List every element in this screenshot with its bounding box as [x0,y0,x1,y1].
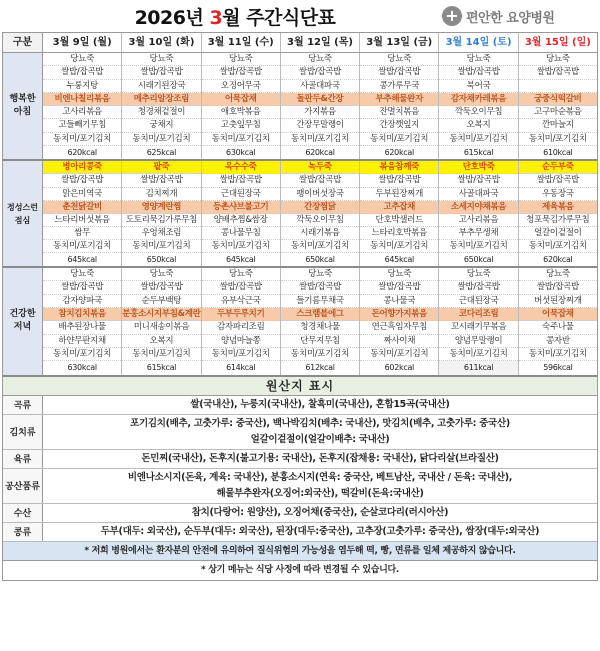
porridge-item: 당뇨죽 [281,268,359,281]
porridge-item: 당뇨죽 [439,53,517,66]
origin-text: 쌀(국내산), 누룽지(국내산), 찰흑미(국내산), 혼합15곡(국내산) [190,398,450,410]
day-header: 3월 9일 (월) [43,33,122,52]
dinner-day-column [43,268,122,374]
calories: 620kcal [543,255,573,265]
porridge-item: 당뇨죽 [122,53,200,66]
menu-item: 우엉채조림 [122,227,200,240]
group-header: 구분 [3,33,43,52]
menu-item: 얼갈이겉절이 [519,227,597,240]
origin-label: 김치류 [3,415,43,449]
menu-item: 사골대파국 [281,80,359,93]
menu-item: 쌀밥/잡곡밥 [122,281,200,294]
breakfast-day-column [360,53,439,159]
menu-item: 깍둑오이무침 [439,106,517,119]
day-header: 3월 12일 (목) [281,33,360,52]
menu-item: 동치미/포기김치 [281,240,359,253]
menu-item: 들기름무채국 [281,295,359,308]
origin-title: 원산지 표시 [3,377,597,396]
menu-item: 하얀무판지채 [43,335,121,348]
dinner-section [3,268,597,376]
calories: 645kcal [226,255,256,265]
menu-item: 청경채나물 [281,321,359,334]
calories: 602kcal [384,363,414,373]
main-dish: 돌판두&간장 [281,93,359,106]
menu-item: 감자파리조림 [202,321,280,334]
menu-item: 쌀밥/잡곡밥 [281,66,359,79]
menu-item: 꼬시래기무볶음 [439,321,517,334]
menu-item: 쌀밥/잡곡밥 [43,174,121,187]
origin-label: 공산품류 [3,469,43,503]
calories: 612kcal [305,363,335,373]
main-dish: 제육볶음 [519,201,597,214]
menu-item: 고춧잎무침 [202,119,280,132]
origin-rows [3,396,597,542]
calories: 596kcal [543,363,573,373]
breakfast-day-column [439,53,518,159]
main-dish: 코다리조림 [439,308,517,321]
calories: 620kcal [305,148,335,158]
menu-item: 동치미/포기김치 [202,133,280,146]
dinner-day-column [281,268,360,374]
dinner-day-column [519,268,597,374]
menu-item: 동치미/포기김치 [439,240,517,253]
menu-item: 사골대파국 [439,188,517,201]
menu-item: 맑은미역국 [43,188,121,201]
menu-item: 쌀밥/잡곡밥 [360,174,438,187]
menu-item: 동치미/포기김치 [281,348,359,361]
menu-item: 쌀밥/잡곡밥 [360,281,438,294]
menu-item: 우동장국 [519,188,597,201]
breakfast-days [43,53,597,159]
menu-item: 오징어무국 [202,80,280,93]
calories: 650kcal [305,255,335,265]
origin-text: 참치(다랑어: 원양산), 오징어채(중국산), 순살코다리(러시아산) [191,506,449,518]
menu-item: 양배추찜&쌈장 [202,214,280,227]
menu-item: 동치미/포기김치 [360,133,438,146]
menu-item: 미니새송이볶음 [122,321,200,334]
lunch-day-column [122,161,201,266]
menu-item: 쌀밥/잡곡밥 [202,66,280,79]
calories: 610kcal [543,148,573,158]
menu-item: 짜사이채 [360,335,438,348]
menu-item: 동치미/포기김치 [281,133,359,146]
menu-item: 콩나물국 [360,295,438,308]
menu-item: 쌀밥/잡곡밥 [439,66,517,79]
main-dish: 어묵잡채 [519,308,597,321]
dinner-label [3,268,43,374]
main-dish: 궁중식떡갈비 [519,93,597,106]
calories: 620kcal [67,148,97,158]
porridge-item: 당뇨죽 [281,53,359,66]
menu-item: 동치미/포기김치 [43,133,121,146]
porridge-item: 당뇨죽 [43,268,121,281]
menu-item: 양념마늘쫑 [202,335,280,348]
menu-item: 고사리볶음 [439,214,517,227]
calories: 650kcal [463,255,494,265]
menu-item: 느타리버섯볶음 [43,214,121,227]
menu-item: 배추된장나물 [43,321,121,334]
origin-text: 두부(대두: 외국산), 순두부(대두: 외국산), 된장(대두:중국산), 고추장(고춧가루: 중국산), 쌈장(대두:외국산) [100,525,540,537]
menu-item: 쌀밥/잡곡밥 [281,281,359,294]
main-dish: 부추해물완자 [360,93,438,106]
breakfast-label [3,53,43,159]
origin-row [3,469,597,504]
menu-item: 동치미/포기김치 [519,348,597,361]
calories: 611kcal [439,361,517,374]
change-notice: * 상기 메뉴는 식당 사정에 따라 변경될 수 있습니다. [3,561,597,580]
dinner-day-column [202,268,281,374]
menu-item: 고들빼기무침 [43,119,121,132]
menu-item: 깍둑오이무침 [281,214,359,227]
title-month: 3 [209,7,223,29]
main-dish: 메추리알장조림 [122,93,200,106]
menu-item: 동치미/포기김치 [519,240,597,253]
menu-item: 쌀밥/잡곡밥 [202,174,280,187]
main-dish: 춘천닭갈비 [43,201,121,214]
menu-item: 동치미/포기김치 [43,240,121,253]
menu-item: 동치미/포기김치 [202,348,280,361]
origin-text: 포기김치(배추, 고춧가루: 중국산), 백나박김치(배추: 국내산), 맛김치(배추, 고춧가루: 중국산) 얼갈이겉절이(얼갈이배추: 국내산) [130,417,510,445]
dinner-day-column [360,268,439,374]
lunch-section [3,161,597,268]
breakfast-day-column [519,53,597,159]
main-dish: 영양계란찜 [122,201,200,214]
calories: 645kcal [384,255,414,265]
main-dish: 감자채카레볶음 [439,93,517,106]
calories: 625kcal [146,148,177,158]
table-header [3,33,597,53]
menu-item: 도토리묵김가루무침 [122,214,200,227]
calories: 650kcal [146,255,177,265]
day-header-saturday: 3월 14일 (토) [439,33,518,52]
origin-label: 곡류 [3,396,43,414]
menu-item: 콩자반 [519,335,597,348]
day-header: 3월 11일 (수) [202,33,281,52]
menu-item: 가지볶음 [281,106,359,119]
porridge-item: 당뇨죽 [43,53,121,66]
porridge-item: 당뇨죽 [360,53,438,66]
lunch-day-column [519,161,597,266]
dinner-day-column [439,268,518,374]
main-dish: 등촌샤브불고기 [202,201,280,214]
porridge-item: 순두부죽 [519,161,597,174]
dinner-label-text: 건강한 저녁 [9,309,36,333]
origin-text: 돈민찌(국내산), 돈후지(불고기용: 국내산), 돈후지(잡채용: 국내산), 닭다리살(브라질산) [141,452,499,464]
menu-item: 동치미/포기김치 [439,348,517,361]
porridge-item: 볶음참깨죽 [360,161,438,174]
menu-item: 양념무말랭이 [439,335,517,348]
menu-item: 쌀밥/잡곡밥 [122,66,200,79]
breakfast-day-column [43,53,122,159]
menu-item: 동치미/포기김치 [43,348,121,361]
calories: 620kcal [384,148,414,158]
menu-item: 연근흑임자무침 [360,321,438,334]
menu-item: 고구마순볶음 [519,106,597,119]
main-dish: 고추잡채 [360,201,438,214]
hospital-logo [442,5,554,27]
menu-item: 동치미/포기김치 [360,348,438,361]
menu-item: 숙주나물 [519,321,597,334]
day-header-sunday: 3월 15일 (일) [524,37,591,48]
menu-item: 두부된장찌개 [360,188,438,201]
menu-item: 애호박볶음 [202,106,280,119]
origin-label: 육류 [3,450,43,468]
menu-item: 동치미/포기김치 [122,240,200,253]
title-suffix: 월 주간식단표 [222,7,336,29]
porridge-item: 당뇨죽 [360,268,438,281]
menu-item: 쌀밥/잡곡밥 [43,281,121,294]
lunch-day-column [43,161,122,266]
lunch-label [3,161,43,266]
menu-item: 북어국 [439,80,517,93]
porridge-item: 옥수수죽 [202,161,280,174]
menu-item: 쌀밥/잡곡밥 [439,174,517,187]
porridge-item: 병아리콩죽 [43,161,121,174]
origin-label: 콩류 [3,523,43,541]
menu-item: 쌀밥/잡곡밥 [519,174,597,187]
menu-item: 김치찌개 [122,188,200,201]
calories: 630kcal [67,363,97,373]
menu-item: 근대된장국 [202,188,280,201]
calories: 645kcal [67,255,97,265]
origin-row [3,415,597,450]
menu-item: 시래기볶음 [281,227,359,240]
day-header: 3월 10일 (화) [122,33,201,52]
menu-item: 단호박샐러드 [360,214,438,227]
menu-item: 콩가루무국 [360,80,438,93]
breakfast-label-text: 행복한 아침 [9,94,36,118]
menu-item: 동치미/포기김치 [439,133,517,146]
lunch-day-column [360,161,439,266]
hospital-name: 편안한 요양병원 [466,10,555,26]
menu-item: 버섯된장찌개 [519,295,597,308]
porridge-item: 당뇨죽 [439,268,517,281]
origin-row [3,504,597,523]
origin-text: 비엔나소시지(돈육, 계육: 국내산), 분홍소시지(연육: 중국산, 베트남산, 국내산 / 돈육: 국내산), 해물부추완자(오징어:외국산), 떡갈비(돈육:국내산) [127,471,513,499]
menu-item: 쌀밥/잡곡밥 [439,281,517,294]
menu-item: 순두부백탕 [122,295,200,308]
menu-item: 간장깻잎지 [360,119,438,132]
menu-item: 시래기된장국 [122,80,200,93]
menu-item: 깐마늘지 [519,119,597,132]
main-dish: 어묵잡채 [202,93,280,106]
breakfast-day-column [281,53,360,159]
menu-item: 동치미/포기김치 [202,240,280,253]
menu-item: 쌀밥/잡곡밥 [281,174,359,187]
menu-item: 쌈무 [43,227,121,240]
main-dish: 소세지야채볶음 [439,201,517,214]
main-dish: 비엔나칠리볶음 [43,93,121,106]
origin-row [3,450,597,469]
lunch-day-column [202,161,281,266]
menu-item: 오복지 [122,335,200,348]
lunch-day-column [281,161,360,266]
menu-item: 오복지 [439,119,517,132]
main-dish: 간장찜닭 [281,201,359,214]
menu-item: 동치미/포기김치 [122,133,200,146]
menu-item: 콩나물무침 [202,227,280,240]
porridge-item: 녹두죽 [281,161,359,174]
porridge-item: 팥죽 [122,161,200,174]
menu-item: 쌀밥/잡곡밥 [360,66,438,79]
menu-item: 고사리볶음 [43,106,121,119]
lunch-label-text: 정성스런 점심 [7,202,38,225]
calories: 630kcal [226,148,256,158]
porridge-item: 당뇨죽 [202,53,280,66]
menu-item: 부추무생채 [439,227,517,240]
origin-label: 수산 [3,504,43,522]
menu-item: 쌀밥/잡곡밥 [202,281,280,294]
dinner-days [43,268,597,374]
lunch-day-column [439,161,518,266]
menu-item: 쌀밥/잡곡밥 [519,281,597,294]
menu-item: 동치미/포기김치 [519,133,597,146]
porridge-item: 당뇨죽 [519,268,597,281]
menu-item: 쌀밥/잡곡밥 [43,66,121,79]
main-dish: 분홍소시지부침&계란 [122,308,200,321]
porridge-item: 당뇨죽 [519,53,597,66]
menu-item [519,80,597,93]
main-dish: 참치김치볶음 [43,308,121,321]
menu-table [2,32,598,581]
menu-item: 쌀밥/잡곡밥 [122,174,200,187]
title-prefix: 2026년 [134,7,210,29]
origin-row [3,396,597,415]
menu-item: 동치미/포기김치 [360,240,438,253]
menu-item: 유부삭근국 [202,295,280,308]
dinner-day-column [122,268,201,374]
menu-item: 청포묵김가루무침 [519,214,597,227]
menu-item: 잔멸치볶음 [360,106,438,119]
main-dish: 돈어향가지볶음 [360,308,438,321]
breakfast-day-column [122,53,201,159]
menu-item: 간장무말랭이 [281,119,359,132]
calories: 614kcal [226,363,256,373]
main-dish: 스크램블에그 [281,308,359,321]
menu-item: 팽이버섯장국 [281,188,359,201]
main-dish: 두부두루치기 [202,308,280,321]
calories: 615kcal [146,363,177,373]
menu-item: 단무지무침 [281,335,359,348]
menu-item: 동치미/포기김치 [122,348,200,361]
cross-icon: + [442,6,462,26]
page-title [0,3,470,30]
day-header: 3월 13일 (금) [360,33,439,52]
menu-item: 느타리호박볶음 [360,227,438,240]
porridge-item: 당뇨죽 [202,268,280,281]
menu-item: 궁채지 [122,119,200,132]
breakfast-day-column [202,53,281,159]
menu-item: 쌀밥/잡곡밥 [519,66,597,79]
lunch-days [43,161,597,266]
menu-item: 감자양파국 [43,295,121,308]
menu-item: 근대된장국 [439,295,517,308]
menu-item: 누룽지탕 [43,80,121,93]
breakfast-section [3,53,597,161]
calories: 615kcal [463,148,494,158]
safety-notice: * 저희 병원에서는 환자분의 안전에 유의하여 질식위험의 가능성을 염두해 떡, 빵, 면류를 일체 제공하지 않습니다. [3,542,597,561]
origin-row [3,523,597,542]
title-bar [0,0,600,32]
porridge-item: 당뇨죽 [122,268,200,281]
menu-item: 청경채겉절이 [122,106,200,119]
porridge-item: 단호박죽 [439,161,517,174]
